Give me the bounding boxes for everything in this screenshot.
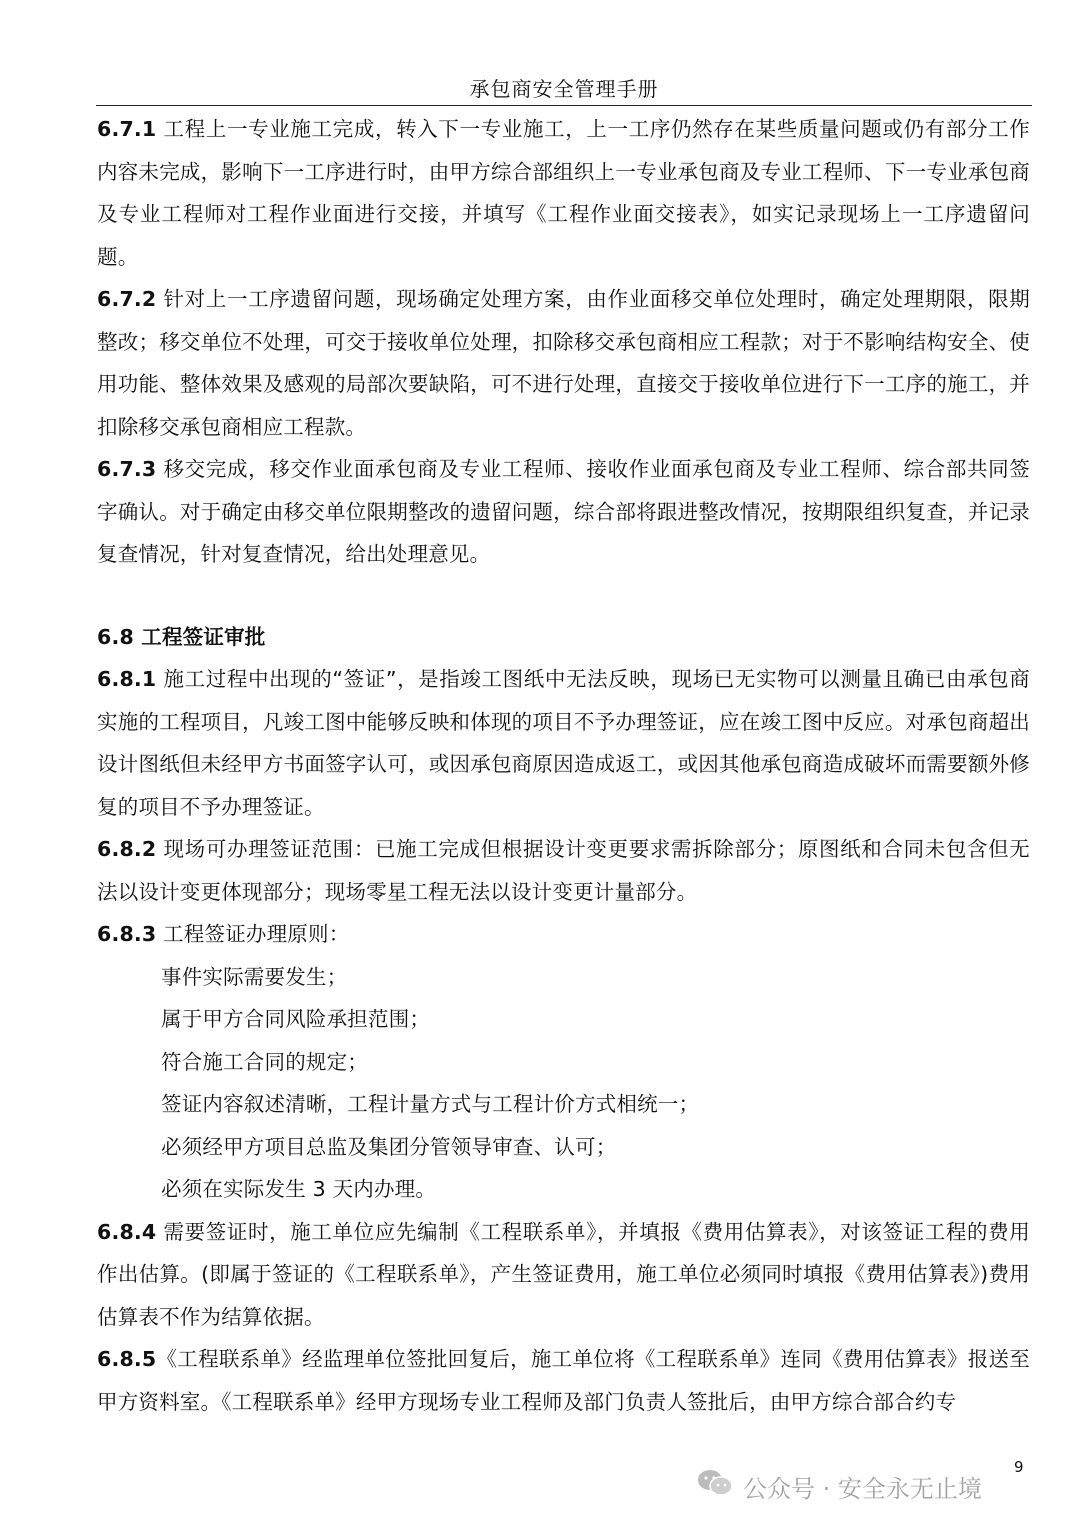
clause-6-7-1 <box>97 108 1030 278</box>
clause-6-8-1 <box>97 658 1030 828</box>
clause-number: 6.7.3 <box>97 457 157 481</box>
clause-number: 6.8.5 <box>97 1347 157 1371</box>
principle-item: 必须在实际发生 3 天内办理。 <box>161 1177 437 1201</box>
clause-text: 工程上一专业施工完成，转入下一专业施工，上一工序仍然存在某些质量问题或仍有部分工作内容未完成，影响下一工序进行时，由甲方综合部组织上一专业承包商及专业工程师、下一专业承包商及专业工程师对工程作业面进行交接，并填写《工程作业面交接表》，如实记录现场上一工序遗留问题。 <box>97 117 1030 269</box>
clause-6-8-4 <box>97 1211 1030 1339</box>
clause-number: 6.8.2 <box>97 837 157 861</box>
clause-text: 移交完成，移交作业面承包商及专业工程师、接收作业面承包商及专业工程师、综合部共同签字确认。对于确定由移交单位限期整改的遗留问题，综合部将跟进整改情况，按期限组织复查，并记录复查情况，针对复查情况，给出处理意见。 <box>97 457 1030 566</box>
principle-item: 事件实际需要发生； <box>161 964 348 989</box>
principle-item: 属于甲方合同风险承担范围； <box>161 1007 431 1031</box>
clause-6-7-3 <box>97 448 1030 576</box>
clause-number: 6.8.4 <box>97 1219 157 1244</box>
clause-text: 工程签证办理原则： <box>156 922 350 946</box>
clause-6-8-5 <box>97 1338 1030 1423</box>
section-title: 6.8 工程签证审批 <box>97 624 266 649</box>
clause-text: 针对上一工序遗留问题，现场确定处理方案，由作业面移交单位处理时，确定处理期限，限期整改；移交单位不处理，可交于接收单位处理，扣除移交承包商相应工程款；对于不影响结构安全、使用功能、整体效果及感观的局部次要缺陷，可不进行处理，直接交于接收单位进行下一工序的施工，并扣除移交承包商相应工程款。 <box>97 287 1030 439</box>
clause-number: 6.8.3 <box>97 922 157 946</box>
document-body <box>97 108 1030 1423</box>
watermark <box>695 1466 982 1506</box>
clause-text: 需要签证时，施工单位应先编制《工程联系单》，并填报《费用估算表》，对该签证工程的费用作出估算。(即属于签证的《工程联系单》，产生签证费用，施工单位必须同时填报《费用估算表》)费用估算表不作为结算依据。 <box>97 1219 1030 1329</box>
principle-item: 签证内容叙述清晰，工程计量方式与工程计价方式相统一； <box>161 1092 700 1116</box>
clause-6-8-2 <box>97 828 1030 913</box>
header-divider <box>96 105 1032 106</box>
clause-6-7-2 <box>97 278 1030 448</box>
clause-number: 6.7.2 <box>97 287 157 311</box>
page-number: 9 <box>1014 1458 1024 1476</box>
clause-text: 施工过程中出现的“签证”，是指竣工图纸中无法反映，现场已无实物可以测量且确已由承包商实施的工程项目，凡竣工图中能够反映和体现的项目不予办理签证，应在竣工图中反应。对承包商超出设计图纸但未经甲方书面签字认可，或因承包商原因造成返工，或因其他承包商造成破坏而需要额外修复的项目不予办理签证。 <box>97 667 1030 819</box>
clause-text: 《工程联系单》经监理单位签批回复后，施工单位将《工程联系单》连同《费用估算表》报送至甲方资料室。《工程联系单》经甲方现场专业工程师及部门负责人签批后，由甲方综合部合约专 <box>97 1347 1030 1414</box>
clause-number: 6.7.1 <box>97 117 157 141</box>
clause-text: 现场可办理签证范围：已施工完成但根据设计变更要求需拆除部分；原图纸和合同未包含但无法以设计变更体现部分；现场零星工程无法以设计变更计量部分。 <box>97 837 1030 904</box>
page-header: 承包商安全管理手册 <box>469 77 659 101</box>
principle-item: 必须经甲方项目总监及集团分管领导审查、认可； <box>161 1134 617 1159</box>
watermark-text: 公众号 · 安全永无止境 <box>743 1474 982 1503</box>
principle-item: 符合施工合同的规定； <box>161 1049 368 1074</box>
clause-number: 6.8.1 <box>97 667 157 691</box>
clause-6-8-3 <box>97 913 1030 956</box>
wechat-icon <box>695 1467 735 1505</box>
